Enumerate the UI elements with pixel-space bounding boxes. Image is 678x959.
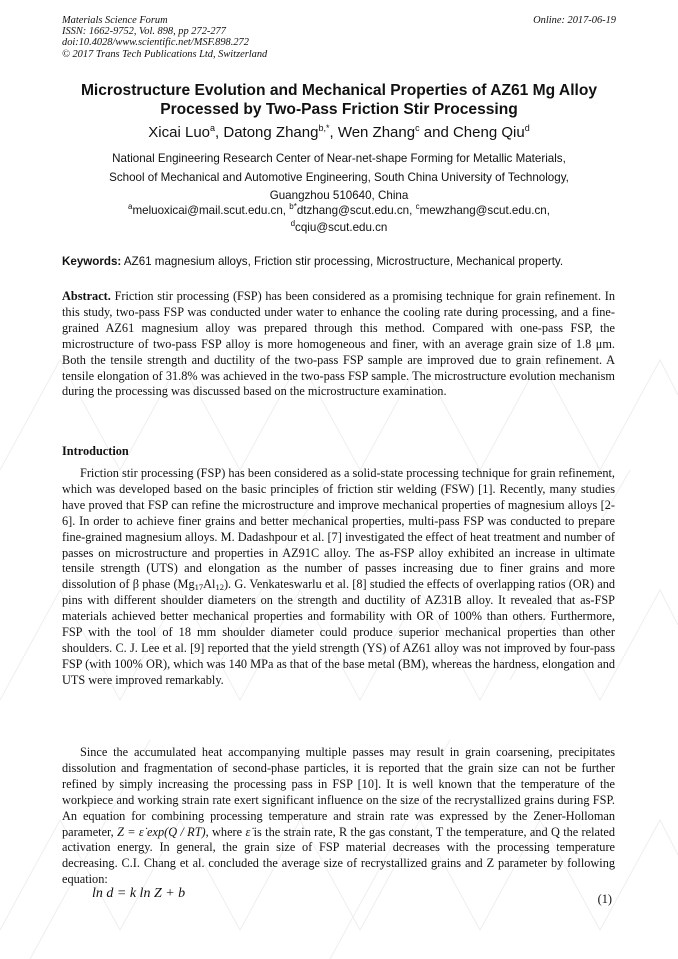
inline-equation-zener-holloman: Z = ε̇ exp(Q / RT) [117,824,206,839]
email-mark: a [128,202,133,211]
journal-issn: ISSN: 1662-9752, Vol. 898, pp 272-277 [62,26,226,38]
journal-name: Materials Science Forum [62,15,168,26]
intro-paragraph-2 [62,745,615,888]
author-name: Xicai Luo [148,124,211,141]
author-name: Wen Zhang [337,124,416,141]
author-name: Datong Zhang [223,124,319,141]
journal-header [62,15,267,60]
keywords-text: AZ61 magnesium alloys, Friction stir processing, Microstructure, Mechanical property. [123,255,564,268]
abstract-text: Friction stir processing (FSP) has been considered as a promising technique for grain refinement. In this study, two-pass FSP was conducted under water to enhance the cooling rate during processing, and a fine-grained AZ61 magnesium alloy was prepared through this method. Compared with one-pass FSP, the microstructure of two-pass FSP alloy is more homogeneous and finer, with an average grain size of 1.8 μm. Both the tensile strength and ductility of the two-pass FSP sample are improved due to grain refinement. A tensile elongation of 31.8% was achieved in the two-pass FSP sample. The microstructure evolution mechanism during the processing was discussed based on the microstructure examination. [62,289,615,399]
author-affiliation-mark: a [210,123,216,133]
journal-copyright: © 2017 Trans Tech Publications Ltd, Switzerland [62,48,268,60]
affiliation-line: Guangzhou 510640, China [269,189,409,202]
subscript: 12 [215,582,224,593]
email-list: $^a$meluoxicai@mail.scut.edu.cn, $^{b*}$dtzhang@scut.edu.cn, $^c$mewzhang@scut.edu.cn, $^d$cqiu@scut.edu.cn [128,202,550,234]
email-link[interactable]: cqiu@scut.edu.cn [295,221,388,234]
keywords [62,253,616,270]
email-link[interactable]: dtzhang@scut.edu.cn [296,204,410,217]
email-mark: c [415,202,420,211]
section-heading-introduction: Introduction [62,444,129,458]
author-affiliation-mark: d [524,123,530,133]
email-link[interactable]: mewzhang@scut.edu.cn [419,204,547,217]
paragraph-text: is the strain rate, R the gas constant, T the temperature, and Q the related activation energy. In general, the grain size of FSP material decreases with the processing temperature decreasing. C.I. Chang et al. concluded the average size of recrystallized grains and Z parameter by following equation: [62,824,616,887]
author-affiliation-mark: c [415,123,420,133]
intro-paragraph-1 [62,466,615,689]
author-separator: , [215,124,224,141]
affiliation-line: School of Mechanical and Automotive Engineering, South China University of Technology, [109,170,569,184]
subscript: 17 [194,582,204,593]
paragraph-text: Friction stir processing (FSP) has been considered as a solid-state processing technique for grain refinement, which was developed based on the basic principles of friction stir welding (FSW) [1]. Recently, many studies have proved that FSP can refine the microstructure and improve mechanical properties of magnesium alloys [2-6]. In order to achieve finer grains and better mechanical properties, multi-pass FSP was conducted to prepare fine-grained magnesium alloys. M. Dadashpour et al. [7] investigated the effect of heat treatment and number of passes on microstructure and properties in AZ91C alloy. The as-FSP alloy exhibited an increase in ultimate tensile strength (UTS) and elongation as the number of passes increasing due to finer grains and more dissolution of β phase (Mg [62,466,615,592]
paragraph-text: Since the accumulated heat accompanying multiple passes may result in grain coarsening, precipitates dissolution and fragmentation of second-phase particles, it is reported that the grain size can not be further refined by simply increasing the processing pass in FSP [10]. It is well known that the temperature of the workpiece and working strain rate exert significant influence on the size of the recrystallized grains during FSP. An equation for combining processing temperature and strain rate was expressed by the Zener-Holloman parameter, [62,745,615,839]
email-link[interactable]: meluoxicai@mail.scut.edu.cn [132,204,283,217]
author-separator: and [419,124,453,141]
online-date: Online: 2017-06-19 [533,15,616,26]
paragraph-text: , where [205,824,243,839]
email-mark: d [290,219,296,228]
keywords-label: Keywords: [62,255,122,268]
affiliation [62,150,616,206]
journal-doi: doi:10.4028/www.scientific.net/MSF.898.272 [62,37,249,49]
abstract-label: Abstract. [62,289,111,303]
paper-title: Microstructure Evolution and Mechanical Properties of AZ61 Mg Alloy Processed by Two-Pass Friction Stir Processing [80,82,598,118]
author-name: Cheng Qiu [452,124,525,141]
author-list [62,123,616,143]
paragraph-text: Al [203,577,216,592]
inline-symbol-strain-rate: ε̇ [245,824,251,839]
paragraph-text: ). G. Venkateswarlu et al. [8] studied the effects of overlapping ratios (OR) and pins with different shoulder diameters on the strength and ductility of AZ31B alloy. It revealed that as-FSP materials achieved better mechanical properties and formability with OR of 100% than others. Furthermore, FSP with the tool of 18 mm shoulder diameter could produce superior mechanical properties than other shoulders. C. J. Lee et al. [9] reported that the yield strength (YS) of AZ61 alloy was not improved by four-pass FSP (with 100% OR), which was 140 MPa as that of the base metal (BM), whereas the hardness, elongation and UTS were improved remarkably. [62,577,615,687]
email-mark: b* [289,202,297,211]
abstract [62,289,615,400]
author-affiliation-mark: b,* [318,123,330,133]
author-separator: , [329,124,338,141]
equation-1: ln d = k ln Z + b [92,886,186,901]
affiliation-line: National Engineering Research Center of Near-net-shape Forming for Metallic Materials, [112,152,566,165]
equation-number: (1) [597,892,612,906]
